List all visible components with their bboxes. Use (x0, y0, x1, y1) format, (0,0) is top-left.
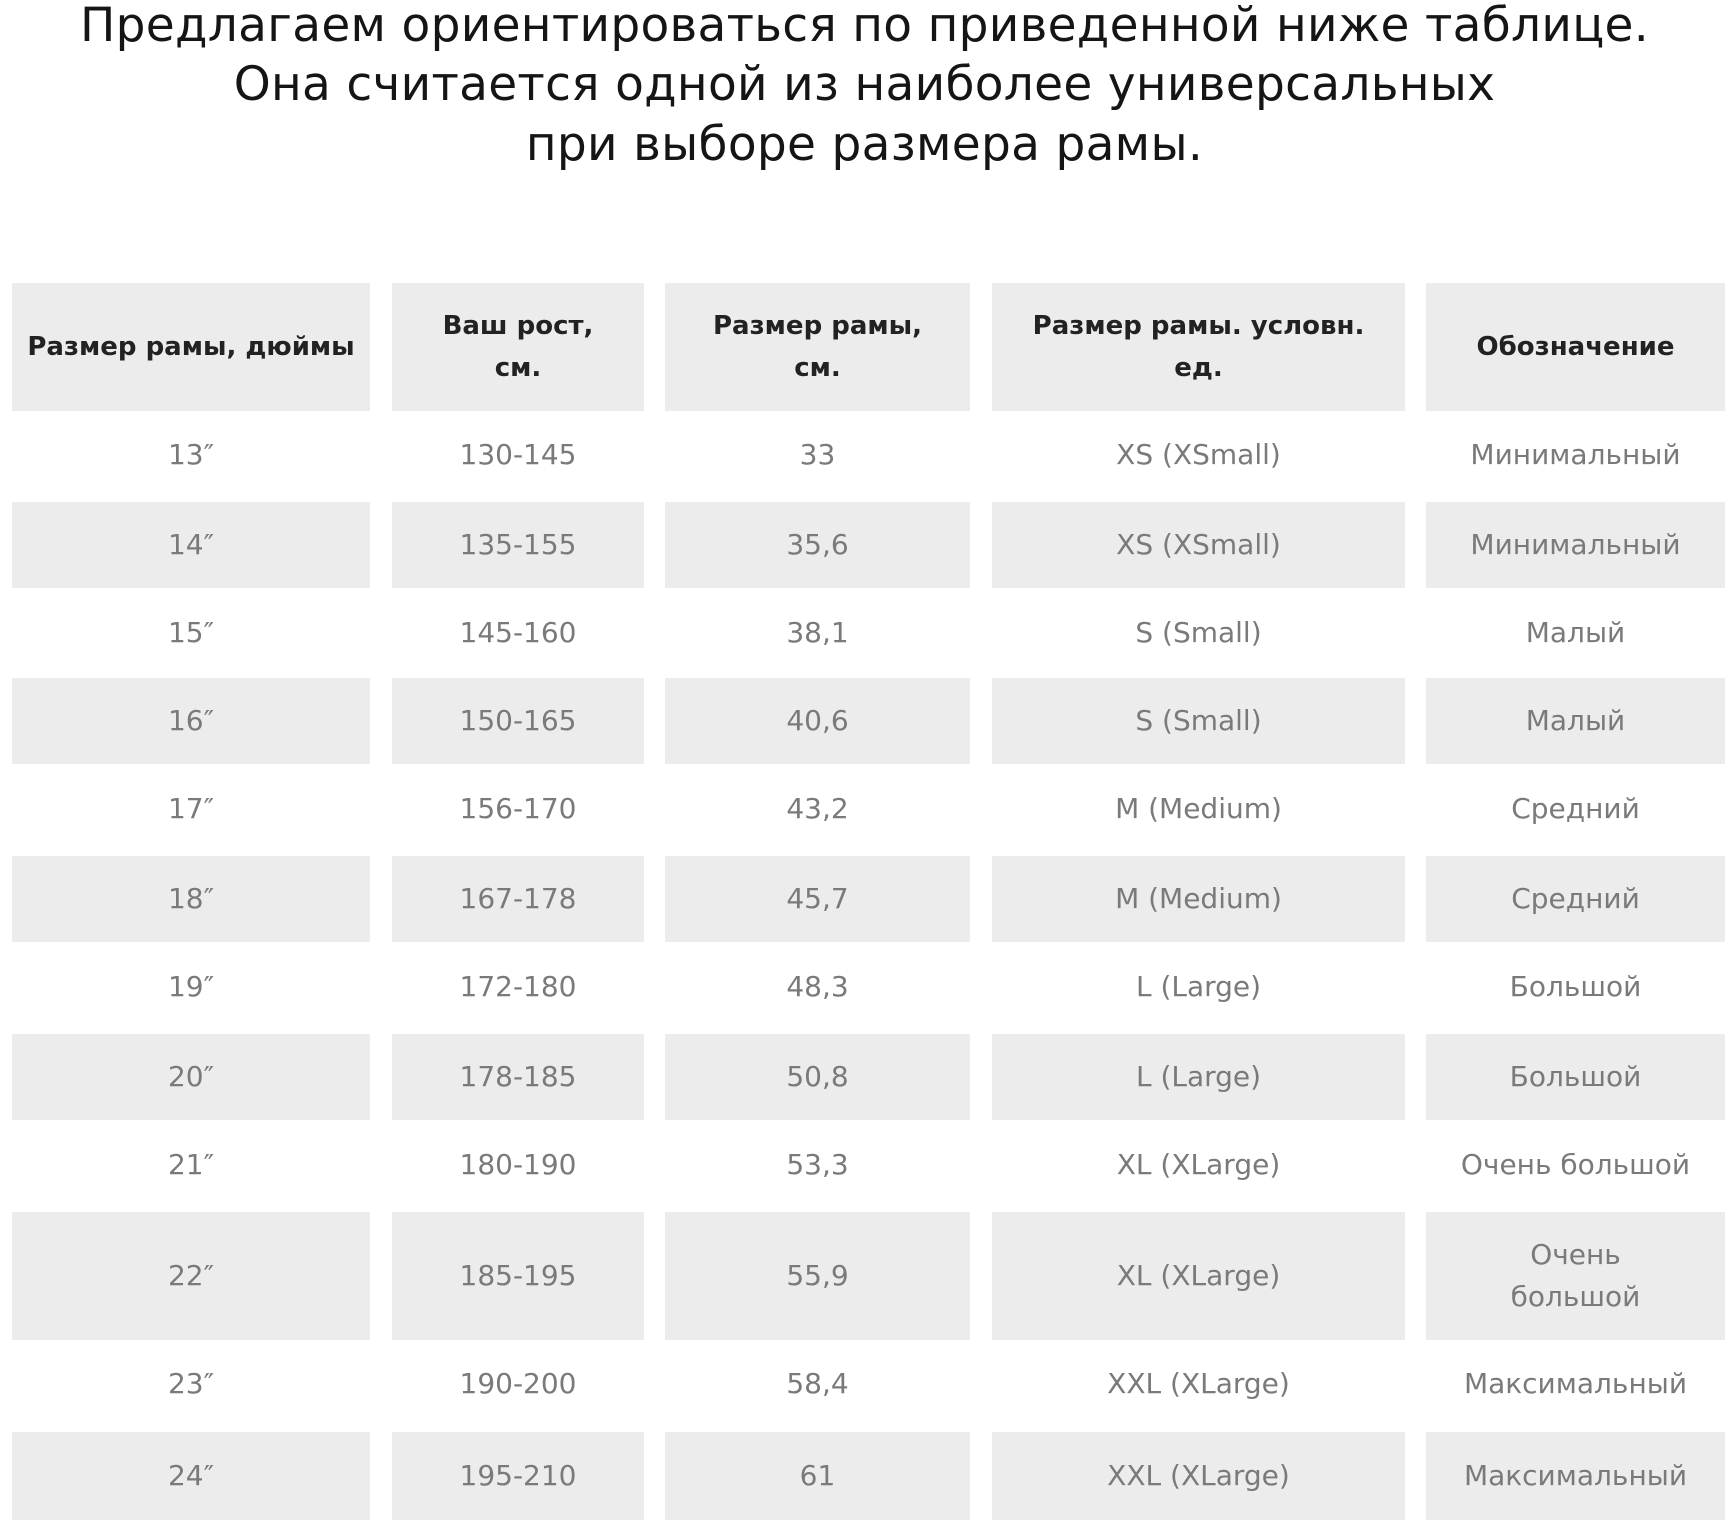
cell-unit-text: XXL (XLarge) (1107, 1459, 1290, 1492)
table-row-4-unit (992, 678, 1405, 764)
cell-inches-text: 18″ (167, 882, 215, 915)
table-row-10-height (392, 1212, 644, 1340)
table-row-5-label (1426, 765, 1725, 853)
table-row-3-label (1426, 589, 1725, 677)
table-row-10-unit (992, 1212, 1405, 1340)
cell-cm-text: 43,2 (786, 792, 849, 825)
cell-height-text: 178-185 (459, 1060, 577, 1093)
header-cm (665, 283, 970, 411)
cell-height-text: 150-165 (459, 704, 577, 737)
header-cm-text: Размер рамы, см. (712, 311, 923, 383)
cell-cm-text: 55,9 (786, 1259, 849, 1292)
cell-cm-text: 35,6 (786, 528, 849, 561)
table-row-1-label (1426, 411, 1725, 499)
cell-height-text: 167-178 (459, 882, 577, 915)
table-row-6-cm (665, 856, 970, 942)
cell-unit-text: XS (XSmall) (1116, 528, 1281, 561)
cell-height-text: 172-180 (459, 970, 577, 1003)
table-row-12-cm (665, 1432, 970, 1520)
table-row-7-height (392, 943, 644, 1031)
cell-cm-text: 48,3 (786, 970, 849, 1003)
cell-inches-text: 22″ (167, 1259, 215, 1292)
table-row-5-unit (992, 765, 1405, 853)
table-row-3-unit (992, 589, 1405, 677)
cell-unit-text: S (Small) (1135, 616, 1262, 649)
table-row-10-label (1426, 1212, 1725, 1340)
table-row-1-cm (665, 411, 970, 499)
table-row-5-height (392, 765, 644, 853)
cell-inches-text: 17″ (167, 792, 215, 825)
cell-unit-text: XS (XSmall) (1116, 438, 1281, 471)
table-row-8-inches (12, 1034, 370, 1120)
table-row-6-inches (12, 856, 370, 942)
table-row-8-cm (665, 1034, 970, 1120)
table-row-9-height (392, 1121, 644, 1209)
cell-unit-text: XL (XLarge) (1116, 1148, 1281, 1181)
header-unit (992, 283, 1405, 411)
intro-line-3: при выборе размера рамы. (525, 117, 1204, 172)
table-row-3-height (392, 589, 644, 677)
table-row-1-inches (12, 411, 370, 499)
header-label-text: Обозначение (1476, 332, 1675, 362)
cell-inches-text: 21″ (167, 1148, 215, 1181)
cell-height-text: 135-155 (459, 528, 577, 561)
cell-cm-text: 58,4 (786, 1367, 849, 1400)
cell-height-text: 185-195 (459, 1259, 577, 1292)
cell-label-text: Минимальный (1470, 528, 1681, 561)
table-row-4-cm (665, 678, 970, 764)
cell-unit-text: L (Large) (1135, 1060, 1262, 1093)
table-row-7-inches (12, 943, 370, 1031)
table-row-1-unit (992, 411, 1405, 499)
table-row-11-inches (12, 1341, 370, 1427)
table-row-1-height (392, 411, 644, 499)
cell-label-text: Средний (1511, 882, 1640, 915)
table-row-7-cm (665, 943, 970, 1031)
table-row-4-label (1426, 678, 1725, 764)
cell-cm-text: 38,1 (786, 616, 849, 649)
cell-inches-text: 20″ (167, 1060, 215, 1093)
cell-label-text: Малый (1525, 704, 1626, 737)
cell-unit-text: XXL (XLarge) (1107, 1367, 1290, 1400)
cell-cm-text: 33 (799, 438, 836, 471)
cell-label-text: Минимальный (1470, 438, 1681, 471)
cell-label-text: Большой (1509, 970, 1642, 1003)
table-row-4-inches (12, 678, 370, 764)
cell-unit-text: M (Medium) (1115, 792, 1282, 825)
cell-inches-text: 23″ (167, 1367, 215, 1400)
cell-height-text: 156-170 (459, 792, 577, 825)
cell-label-text: Максимальный (1463, 1367, 1688, 1400)
table-row-12-unit (992, 1432, 1405, 1520)
cell-inches-text: 16″ (167, 704, 215, 737)
intro-line-2: Она считается одной из наиболее универсальных (233, 57, 1496, 112)
cell-unit-text: S (Small) (1135, 704, 1262, 737)
table-row-7-unit (992, 943, 1405, 1031)
cell-inches-text: 24″ (167, 1459, 215, 1492)
table-row-6-label (1426, 856, 1725, 942)
cell-label-text: Средний (1511, 792, 1640, 825)
cell-height-text: 180-190 (459, 1148, 577, 1181)
table-row-11-cm (665, 1341, 970, 1427)
table-row-12-inches (12, 1432, 370, 1520)
cell-cm-text: 53,3 (786, 1148, 849, 1181)
table-row-11-height (392, 1341, 644, 1427)
cell-label-text: Очень большой (1460, 1148, 1691, 1181)
table-row-6-height (392, 856, 644, 942)
table-row-2-height (392, 502, 644, 588)
cell-height-text: 195-210 (459, 1459, 577, 1492)
cell-unit-text: M (Medium) (1115, 882, 1282, 915)
cell-inches-text: 13″ (167, 438, 215, 471)
intro-line-1: Предлагаем ориентироваться по приведенной ниже таблице. (80, 0, 1649, 53)
table-row-12-height (392, 1432, 644, 1520)
cell-unit-text: L (Large) (1135, 970, 1262, 1003)
table-row-8-unit (992, 1034, 1405, 1120)
header-height (392, 283, 644, 411)
table-row-11-label (1426, 1341, 1725, 1427)
table-row-9-cm (665, 1121, 970, 1209)
header-height-text: Ваш рост, см. (442, 311, 594, 383)
table-row-2-unit (992, 502, 1405, 588)
table-row-12-label (1426, 1432, 1725, 1520)
cell-cm-text: 50,8 (786, 1060, 849, 1093)
table-row-7-label (1426, 943, 1725, 1031)
table-row-10-inches (12, 1212, 370, 1340)
cell-inches-text: 14″ (167, 528, 215, 561)
cell-cm-text: 61 (799, 1459, 836, 1492)
table-row-4-height (392, 678, 644, 764)
table-row-2-inches (12, 502, 370, 588)
table-row-8-label (1426, 1034, 1725, 1120)
cell-unit-text: XL (XLarge) (1116, 1259, 1281, 1292)
table-row-11-unit (992, 1341, 1405, 1427)
header-inches (12, 283, 370, 411)
header-unit-text: Размер рамы. условн. ед. (1032, 311, 1365, 383)
cell-label-text: Максимальный (1463, 1459, 1688, 1492)
table-row-6-unit (992, 856, 1405, 942)
table-row-3-cm (665, 589, 970, 677)
cell-inches-text: 19″ (167, 970, 215, 1003)
cell-height-text: 130-145 (459, 438, 577, 471)
table-row-10-cm (665, 1212, 970, 1340)
table-row-9-inches (12, 1121, 370, 1209)
table-row-2-label (1426, 502, 1725, 588)
header-label (1426, 283, 1725, 411)
cell-cm-text: 40,6 (786, 704, 849, 737)
cell-label-text: Очень большой (1510, 1238, 1641, 1313)
cell-label-text: Большой (1509, 1060, 1642, 1093)
table-row-2-cm (665, 502, 970, 588)
cell-cm-text: 45,7 (786, 882, 849, 915)
cell-label-text: Малый (1525, 616, 1626, 649)
table-row-3-inches (12, 589, 370, 677)
table-row-5-inches (12, 765, 370, 853)
table-row-5-cm (665, 765, 970, 853)
table-row-9-label (1426, 1121, 1725, 1209)
table-row-9-unit (992, 1121, 1405, 1209)
cell-height-text: 190-200 (459, 1367, 577, 1400)
cell-inches-text: 15″ (167, 616, 215, 649)
cell-height-text: 145-160 (459, 616, 577, 649)
header-inches-text: Размер рамы, дюймы (27, 332, 355, 362)
table-row-8-height (392, 1034, 644, 1120)
